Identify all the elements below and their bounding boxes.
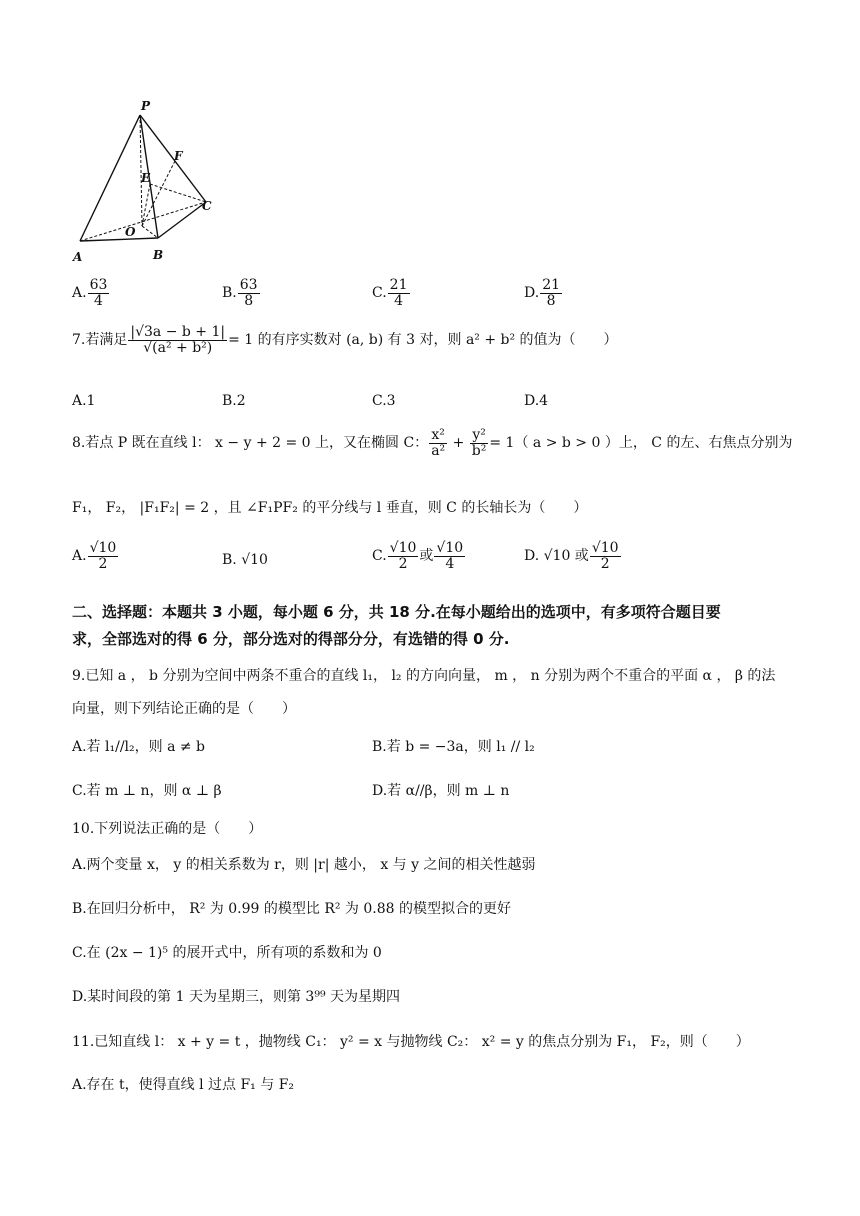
q9-option-a[interactable]: A.若 l₁//l₂，则 a ≠ b bbox=[72, 739, 206, 755]
q6-option-b[interactable]: B. $\frac{63}{8}$ bbox=[222, 277, 258, 309]
label-B: B bbox=[153, 248, 164, 262]
q6-option-a[interactable]: A. $\frac{63}{4}$ bbox=[72, 277, 108, 309]
q9-option-d[interactable]: D.若 α//β，则 m ⊥ n bbox=[372, 783, 510, 799]
q11-stem: 11.已知直线 l： x + y = t ，抛物线 C₁： y² = x 与抛物线 C₂： x² = y 的焦点分别为 F₁， F₂，则（ ） bbox=[72, 1034, 750, 1050]
label-P: P bbox=[141, 99, 151, 113]
label-F: F bbox=[174, 149, 183, 163]
q8-option-a[interactable]: A. $\frac{√10}{2}$ bbox=[72, 540, 117, 572]
label-E: E bbox=[141, 171, 151, 185]
q6-option-d[interactable]: D. $\frac{21}{8}$ bbox=[524, 277, 561, 309]
q8-stem-line1: 8.若点 P 既在直线 l： x − y + 2 = 0 上，又在椭圆 C： $\frac{\text{x²}}{\text{a²}}$ + $\frac{\text{y²}}{\text{b²}}$ = 1（ a > b > 0 ）上， C 的左、右焦点分别为 bbox=[72, 427, 793, 459]
q7-stem: 7.若满足 $\frac{|√3a - b + 1|}{\text{√(a² + b²)}}$ = 1 的有序实数对 (a, b) 有 3 对，则 a² + b² 的值为（ ） bbox=[72, 324, 618, 356]
label-C: C bbox=[202, 199, 212, 213]
q9-stem-line1: 9.已知 a ， b 分别为空间中两条不重合的直线 l₁， l₂ 的方向向量， m ， n 分别为两个不重合的平面 α ， β 的法 bbox=[72, 668, 776, 684]
q7-option-b[interactable]: B.2 bbox=[222, 393, 246, 409]
q10-option-a[interactable]: A.两个变量 x， y 的相关系数为 r，则 |r| 越小， x 与 y 之间的相关性越弱 bbox=[72, 857, 536, 873]
q9-option-c[interactable]: C.若 m ⊥ n，则 α ⊥ β bbox=[72, 783, 222, 799]
q10-stem: 10.下列说法正确的是（ ） bbox=[72, 821, 263, 837]
q8-option-d[interactable]: D. √10 或 $\frac{√10}{2}$ bbox=[524, 540, 619, 572]
section2-heading-line2: 求，全部选对的得 6 分，部分选对的得部分分，有选错的得 0 分. bbox=[72, 630, 510, 648]
q10-option-b[interactable]: B.在回归分析中， R² 为 0.99 的模型比 R² 为 0.88 的模型拟合的更好 bbox=[72, 901, 511, 917]
pyramid-figure bbox=[70, 98, 230, 268]
q9-stem-line2: 向量，则下列结论正确的是（ ） bbox=[72, 701, 296, 717]
q11-option-a[interactable]: A.存在 t，使得直线 l 过点 F₁ 与 F₂ bbox=[72, 1077, 295, 1093]
label-A: A bbox=[73, 250, 83, 264]
q8-stem-line2: F₁， F₂， |F₁F₂| = 2 ，且 ∠F₁PF₂ 的平分线与 l 垂直，则 C 的长轴长为（ ） bbox=[72, 500, 588, 516]
q8-option-c[interactable]: C. $\frac{√10}{2}$ 或 $\frac{√10}{4}$ bbox=[372, 540, 464, 572]
section2-heading-line1: 二、选择题：本题共 3 小题，每小题 6 分，共 18 分.在每小题给出的选项中，有多项符合题目要 bbox=[72, 603, 721, 621]
q7-option-c[interactable]: C.3 bbox=[372, 393, 396, 409]
label-O: O bbox=[125, 225, 136, 239]
q7-option-a[interactable]: A.1 bbox=[72, 393, 96, 409]
q6-option-c[interactable]: C. $\frac{21}{4}$ bbox=[372, 277, 408, 309]
q9-option-b[interactable]: B.若 b = −3a，则 l₁ // l₂ bbox=[372, 739, 535, 755]
q10-option-d[interactable]: D.某时间段的第 1 天为星期三，则第 3⁹⁹ 天为星期四 bbox=[72, 989, 401, 1005]
q8-option-b[interactable]: B. √10 bbox=[222, 552, 268, 568]
q7-option-d[interactable]: D.4 bbox=[524, 393, 549, 409]
q10-option-c[interactable]: C.在 (2x − 1)⁵ 的展开式中，所有项的系数和为 0 bbox=[72, 945, 382, 961]
